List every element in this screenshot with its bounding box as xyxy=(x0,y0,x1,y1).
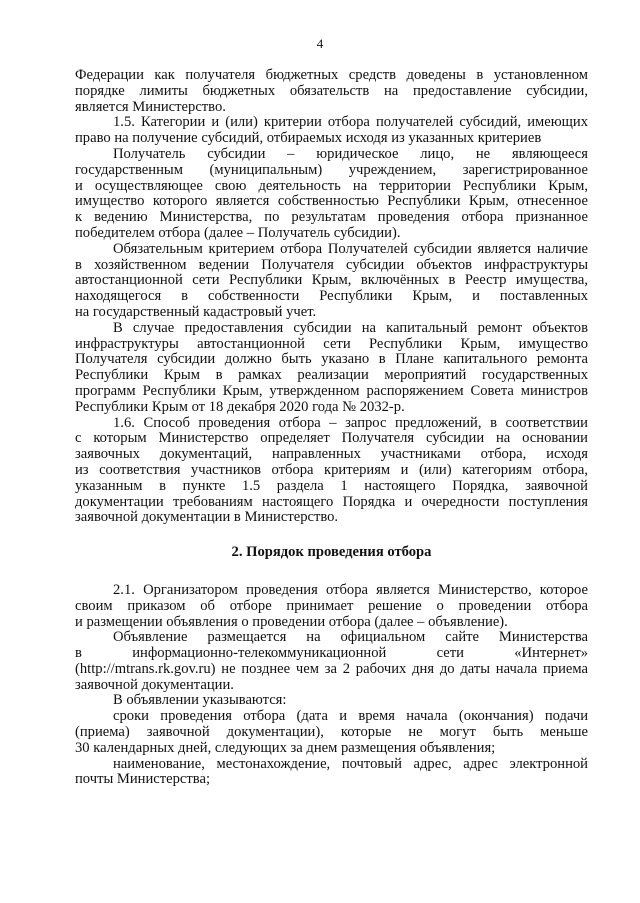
text-line: заявочной документации. xyxy=(75,676,234,693)
text-line: имущество которого является собственностью Республики Крым, отнесенное xyxy=(75,193,588,210)
text-line: государственным (муниципальным) учреждением, зарегистрированное xyxy=(75,161,588,178)
text-line: Обязательным критерием отбора Получателей субсидии является наличие xyxy=(113,240,588,257)
text-line: Объявление размещается на официальном сайте Министерства xyxy=(113,629,588,646)
page-number: 4 xyxy=(316,36,324,51)
text-line: 1.6. Способ проведения отбора – запрос предложений, в соответствии xyxy=(113,414,588,431)
text-line: Республики Крым в рамках реализации мероприятий государственных xyxy=(75,367,588,384)
text-line: почты Министерства; xyxy=(75,771,211,788)
text-line: (http://mtrans.rk.gov.ru) не позднее чем за 2 рабочих дня до даты начала приема xyxy=(75,660,588,677)
text-line: в информационно-телекоммуникационной сети «Интернет» xyxy=(75,645,588,662)
text-line: (приема) заявочной документации), которые не могут быть меньше xyxy=(75,724,588,741)
text-line: В объявлении указываются: xyxy=(113,692,287,709)
text-line: и осуществляющее свою деятельность на территории Республики Крым, xyxy=(75,177,588,194)
text-line: право на получение субсидий, отбираемых исходя из указанных критериев xyxy=(75,130,542,147)
text-line: наименование, местонахождение, почтовый адрес, адрес электронной xyxy=(113,755,588,772)
text-line: на государственный кадастровый учет. xyxy=(75,303,317,320)
text-line: заявочной документации в Министерство. xyxy=(75,509,339,526)
text-line: автостанционной сети Республики Крым, включённых в Реестр имущества, xyxy=(75,272,588,289)
text-line: документации требованиям настоящего Порядка и очередности поступления xyxy=(75,493,588,510)
text-line: своим приказом об отборе принимает решение о проведении отбора xyxy=(75,597,588,614)
text-line: победителем отбора (далее – Получатель субсидии). xyxy=(75,224,401,241)
text-line: указанным в пункте 1.5 раздела 1 настоящего Порядка, заявочной xyxy=(75,477,588,494)
text-line: 30 календарных дней, следующих за днем размещения объявления; xyxy=(75,739,496,756)
section-heading: 2. Порядок проведения отбора xyxy=(231,544,432,561)
text-line: и размещении объявления о проведении отбора (далее – объявление). xyxy=(75,613,508,630)
document-body xyxy=(75,68,588,788)
text-line: Получатель субсидии – юридическое лицо, не являющееся xyxy=(113,145,588,162)
text-line: сроки проведения отбора (дата и время начала (окончания) подачи xyxy=(113,708,588,725)
text-line: Федерации как получателя бюджетных средств доведены в установленном xyxy=(75,67,588,83)
text-line: является Министерство. xyxy=(75,98,226,115)
text-line: В случае предоставления субсидии на капитальный ремонт объектов xyxy=(113,319,588,336)
text-line: находящегося в собственности Республики Крым, и поставленных xyxy=(75,288,588,305)
text-line: 1.5. Категории и (или) критерии отбора получателей субсидий, имеющих xyxy=(113,114,588,131)
text-line: инфраструктуры автостанционной сети Республики Крым, имущество xyxy=(75,335,588,352)
text-line: программ Республики Крым, утвержденном распоряжением Совета министров xyxy=(75,382,588,399)
text-line: с которым Министерство определяет Получателя субсидии на основании xyxy=(75,430,588,447)
text-line: в хозяйственном ведении Получателя субсидии объектов инфраструктуры xyxy=(75,256,588,273)
text-line: к ведению Министерства, по результатам проведения отбора признанное xyxy=(75,209,588,226)
text-line: порядке лимиты бюджетных обязательств на предоставление субсидии, xyxy=(75,82,588,99)
text-line: Республики Крым от 18 декабря 2020 года № 2032-р. xyxy=(75,398,405,415)
text-line: из соответствия участников отбора критериям и (или) категориям отбора, xyxy=(75,461,588,478)
text-line: Получателя субсидии должно быть указано в Плане капитального ремонта xyxy=(75,351,588,368)
text-line: заявочных документаций, направленных участниками отбора, исходя xyxy=(75,446,588,463)
text-line: 2.1. Организатором проведения отбора является Министерство, которое xyxy=(113,581,588,598)
